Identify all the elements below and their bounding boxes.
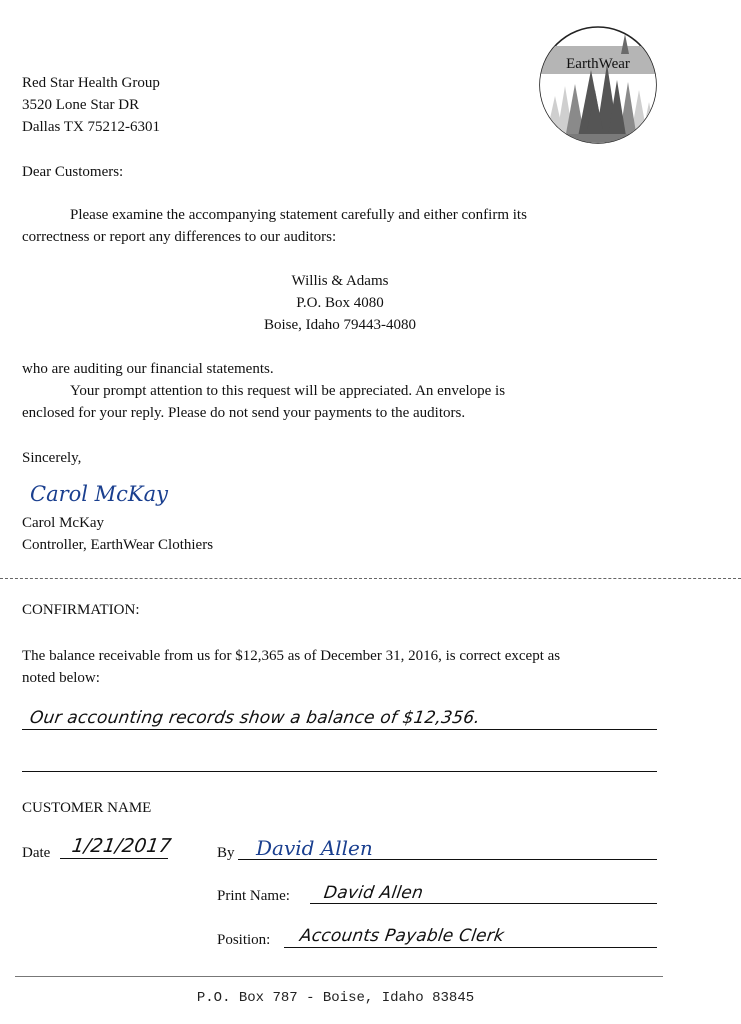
customer-name-label: CUSTOMER NAME — [22, 800, 152, 816]
signer-name: Carol McKay — [22, 515, 105, 531]
print-name-value[interactable]: David Allen — [322, 883, 425, 903]
confirmation-text-line2: noted below: — [22, 670, 100, 686]
footer-address: P.O. Box 787 - Boise, Idaho 83845 — [196, 990, 475, 1006]
earthwear-logo-graphic — [535, 24, 661, 146]
auditor-city: Boise, Idaho 79443-4080 — [263, 317, 417, 333]
date-label: Date — [22, 845, 51, 861]
by-rule — [238, 859, 657, 860]
tear-off-divider — [0, 578, 741, 579]
recipient-street: 3520 Lone Star DR — [22, 97, 140, 113]
recipient-city: Dallas TX 75212-6301 — [22, 119, 161, 135]
body-para3-line1: Your prompt attention to this request will be appreciated. An envelope is — [70, 383, 506, 399]
confirmation-heading: CONFIRMATION: — [22, 602, 140, 618]
exception-note-line2-rule — [22, 771, 657, 772]
exception-note-line1-rule — [22, 729, 657, 730]
body-para1-line1: Please examine the accompanying statement carefully and either confirm its — [70, 207, 527, 223]
signature-carol: Carol McKay — [30, 482, 168, 506]
earthwear-logo — [535, 24, 661, 146]
position-rule — [284, 947, 657, 948]
salutation: Dear Customers: — [22, 164, 124, 180]
print-name-label: Print Name: — [217, 888, 290, 904]
body-para1-line2: correctness or report any differences to our auditors: — [22, 229, 337, 245]
by-signature[interactable]: David Allen — [256, 836, 373, 860]
auditor-name: Willis & Adams — [291, 273, 389, 289]
position-label: Position: — [217, 932, 271, 948]
date-rule — [60, 858, 168, 859]
auditor-box: P.O. Box 4080 — [296, 295, 384, 311]
body-para2: who are auditing our financial statements. — [22, 361, 274, 377]
recipient-name: Red Star Health Group — [22, 75, 160, 91]
closing: Sincerely, — [22, 450, 82, 466]
date-value[interactable]: 1/21/2017 — [70, 835, 173, 857]
signer-title: Controller, EarthWear Clothiers — [22, 537, 214, 553]
confirmation-text-line1: The balance receivable from us for $12,365 as of December 31, 2016, is correct except as — [22, 648, 561, 664]
print-name-rule — [310, 903, 657, 904]
logo-text: EarthWear — [566, 56, 630, 72]
position-value[interactable]: Accounts Payable Clerk — [298, 926, 506, 946]
by-label: By — [217, 845, 235, 861]
body-para3-line2: enclosed for your reply. Please do not send your payments to the auditors. — [22, 405, 466, 421]
footer-rule — [15, 976, 663, 977]
exception-note-line1[interactable]: Our accounting records show a balance of $12,356. — [28, 708, 482, 728]
